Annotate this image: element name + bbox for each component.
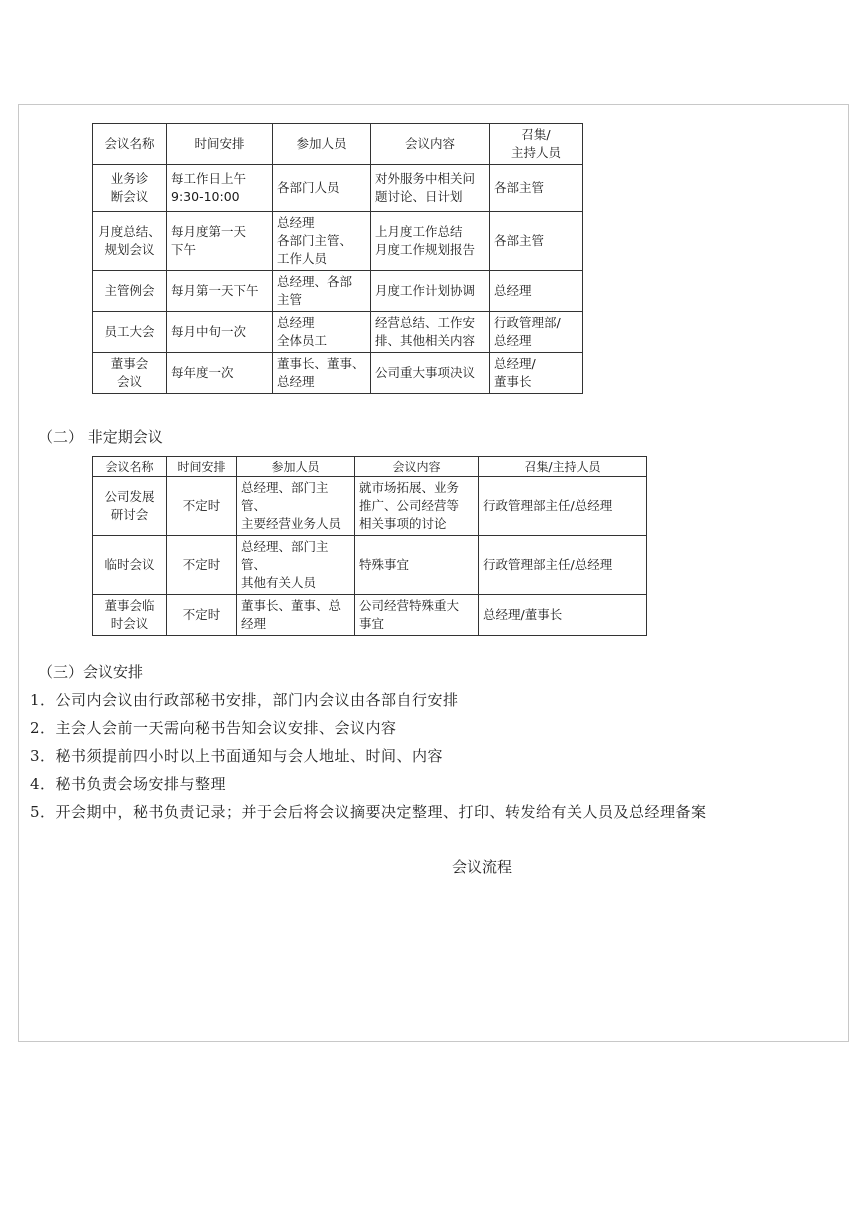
- table-cell: [167, 353, 273, 394]
- cell-text: 会议: [116, 374, 142, 389]
- table-cell: [355, 477, 479, 536]
- cell-text: 各部主管: [494, 233, 545, 248]
- table-cell: [237, 536, 355, 595]
- cell-text: 时会议: [110, 616, 149, 631]
- regular-meetings-table: [92, 123, 583, 394]
- cell-text: 每月第一天下午: [171, 283, 259, 298]
- cell-text: 不定时: [182, 557, 221, 572]
- cell-text: 9:30-10:00: [171, 189, 240, 204]
- table-cell: [479, 536, 647, 595]
- table-cell: [273, 165, 371, 212]
- cell-text: 每工作日上午: [171, 171, 247, 186]
- cell-text: 规划会议: [104, 242, 155, 257]
- table-cell: [167, 212, 273, 271]
- table-row: [93, 536, 647, 595]
- table-cell: [371, 271, 490, 312]
- cell-text: 总经理: [494, 333, 532, 348]
- table-row: [93, 312, 583, 353]
- table-cell: [93, 165, 167, 212]
- cell-text: 不定时: [182, 607, 221, 622]
- cell-text: 公司经营特殊重大: [359, 598, 460, 613]
- cell-text: 各部主管: [494, 180, 545, 195]
- table-cell: [93, 595, 167, 636]
- cell-text: 董事长、董事、: [277, 356, 365, 371]
- table-cell: [237, 595, 355, 636]
- cell-text: 各部门人员: [277, 180, 340, 195]
- cell-text: 董事长: [494, 374, 532, 389]
- table-cell: [355, 595, 479, 636]
- header-content: 会议内容: [371, 124, 490, 165]
- cell-text: 推广、公司经营等: [359, 498, 460, 513]
- header-content: 会议内容: [355, 457, 479, 477]
- header-meeting-name: 会议名称: [93, 124, 167, 165]
- table-row: [93, 271, 583, 312]
- table-row: [93, 595, 647, 636]
- table-cell: [93, 312, 167, 353]
- table-cell: [237, 477, 355, 536]
- cell-text: 总经理、各部: [277, 274, 353, 289]
- cell-text: 对外服务中相关问: [375, 171, 476, 186]
- cell-text: 总经理、部门主管、: [241, 539, 329, 572]
- table-cell: [273, 212, 371, 271]
- table-cell: [93, 353, 167, 394]
- cell-text: 题讨论、日计划: [375, 189, 463, 204]
- table-cell: [93, 271, 167, 312]
- cell-text: 临时会议: [104, 557, 155, 572]
- table-cell: [167, 271, 273, 312]
- cell-text: 断会议: [110, 189, 149, 204]
- cell-text: 工作人员: [277, 251, 328, 266]
- table-header-row: [93, 124, 583, 165]
- cell-text: 相关事项的讨论: [359, 516, 447, 531]
- cell-text: 下午: [171, 242, 197, 257]
- cell-text: 特殊事宜: [359, 557, 410, 572]
- table-cell: [167, 312, 273, 353]
- arrangement-item: 1．公司内会议由行政部秘书安排，部门内会议由各部自行安排: [30, 691, 459, 709]
- table-row: [93, 212, 583, 271]
- table-cell: [371, 353, 490, 394]
- cell-text: 行政管理部主任/总经理: [483, 557, 613, 572]
- table-cell: [371, 312, 490, 353]
- table-cell: [479, 477, 647, 536]
- table-row: [93, 477, 647, 536]
- cell-text: 总经理: [494, 283, 532, 298]
- cell-text: 主管: [277, 292, 303, 307]
- cell-text: 行政管理部/: [494, 315, 561, 330]
- cell-text: 总经理/董事长: [483, 607, 563, 622]
- table-cell: [490, 271, 583, 312]
- table-cell: [479, 595, 647, 636]
- cell-text: 总经理、部门主管、: [241, 480, 329, 513]
- table-cell: [93, 477, 167, 536]
- table-row: [93, 165, 583, 212]
- table-cell: [167, 165, 273, 212]
- table-cell: [93, 536, 167, 595]
- table-cell: [371, 212, 490, 271]
- cell-text: 董事长、董事、总: [241, 598, 342, 613]
- cell-text: 行政管理部主任/总经理: [483, 498, 613, 513]
- cell-text: 业务诊: [110, 171, 149, 186]
- table-cell: [273, 353, 371, 394]
- cell-text: 员工大会: [104, 324, 155, 339]
- header-schedule: 时间安排: [167, 457, 237, 477]
- cell-text: 每月中旬一次: [171, 324, 247, 339]
- cell-text: 总经理: [277, 315, 315, 330]
- cell-text: 总经理: [277, 374, 315, 389]
- cell-text: 总经理: [277, 215, 315, 230]
- table-cell: [273, 271, 371, 312]
- cell-text: 经理: [241, 616, 267, 631]
- cell-text: 总经理/: [494, 356, 536, 371]
- table-cell: [490, 353, 583, 394]
- header-attendees: 参加人员: [273, 124, 371, 165]
- cell-text: 主要经营业务人员: [241, 516, 342, 531]
- cell-text: 每月度第一天: [171, 224, 247, 239]
- table-cell: [167, 536, 237, 595]
- cell-text: 月度工作计划协调: [375, 283, 476, 298]
- arrangement-item: 5．开会期中，秘书负责记录；并于会后将会议摘要决定整理、打印、转发给有关人员及总经理备案: [30, 803, 707, 821]
- cell-text: 月度工作规划报告: [375, 242, 476, 257]
- cell-text: 每年度一次: [171, 365, 234, 380]
- table-cell: [371, 165, 490, 212]
- meeting-flow-title: 会议流程: [452, 858, 513, 876]
- cell-text: 公司发展: [104, 489, 155, 504]
- header-schedule: 时间安排: [167, 124, 273, 165]
- irregular-meetings-table: [92, 456, 647, 636]
- header-attendees: 参加人员: [237, 457, 355, 477]
- header-meeting-name: 会议名称: [93, 457, 167, 477]
- header-host: 召集/主持人员: [479, 457, 647, 477]
- arrangement-heading: （三）会议安排: [38, 663, 144, 681]
- table-cell: [273, 312, 371, 353]
- cell-text: 其他有关人员: [241, 575, 317, 590]
- cell-text: 全体员工: [277, 333, 328, 348]
- table-cell: [490, 212, 583, 271]
- table-cell: [93, 212, 167, 271]
- cell-text: 主管例会: [104, 283, 155, 298]
- table-cell: [355, 536, 479, 595]
- table-row: [93, 353, 583, 394]
- cell-text: 各部门主管、: [277, 233, 353, 248]
- cell-text: 董事会: [110, 356, 149, 371]
- cell-text: 经营总结、工作安: [375, 315, 476, 330]
- table-header-row: [93, 457, 647, 477]
- cell-text: 不定时: [182, 498, 221, 513]
- table-cell: [490, 165, 583, 212]
- arrangement-item: 4．秘书负责会场安排与整理: [30, 775, 227, 793]
- arrangement-item: 2．主会人会前一天需向秘书告知会议安排、会议内容: [30, 719, 397, 737]
- cell-text: 公司重大事项决议: [375, 365, 476, 380]
- arrangement-item: 3．秘书须提前四小时以上书面通知与会人地址、时间、内容: [30, 747, 444, 765]
- cell-text: 排、其他相关内容: [375, 333, 476, 348]
- cell-text: 研讨会: [110, 507, 149, 522]
- header-host: 召集/ 主持人员: [490, 124, 583, 165]
- cell-text: 事宜: [359, 616, 385, 631]
- cell-text: 董事会临: [104, 598, 155, 613]
- table-cell: [167, 595, 237, 636]
- table-cell: [167, 477, 237, 536]
- cell-text: 上月度工作总结: [375, 224, 463, 239]
- irregular-meetings-heading: （二） 非定期会议: [38, 428, 163, 446]
- cell-text: 月度总结、: [98, 224, 161, 239]
- cell-text: 就市场拓展、业务: [359, 480, 460, 495]
- table-cell: [490, 312, 583, 353]
